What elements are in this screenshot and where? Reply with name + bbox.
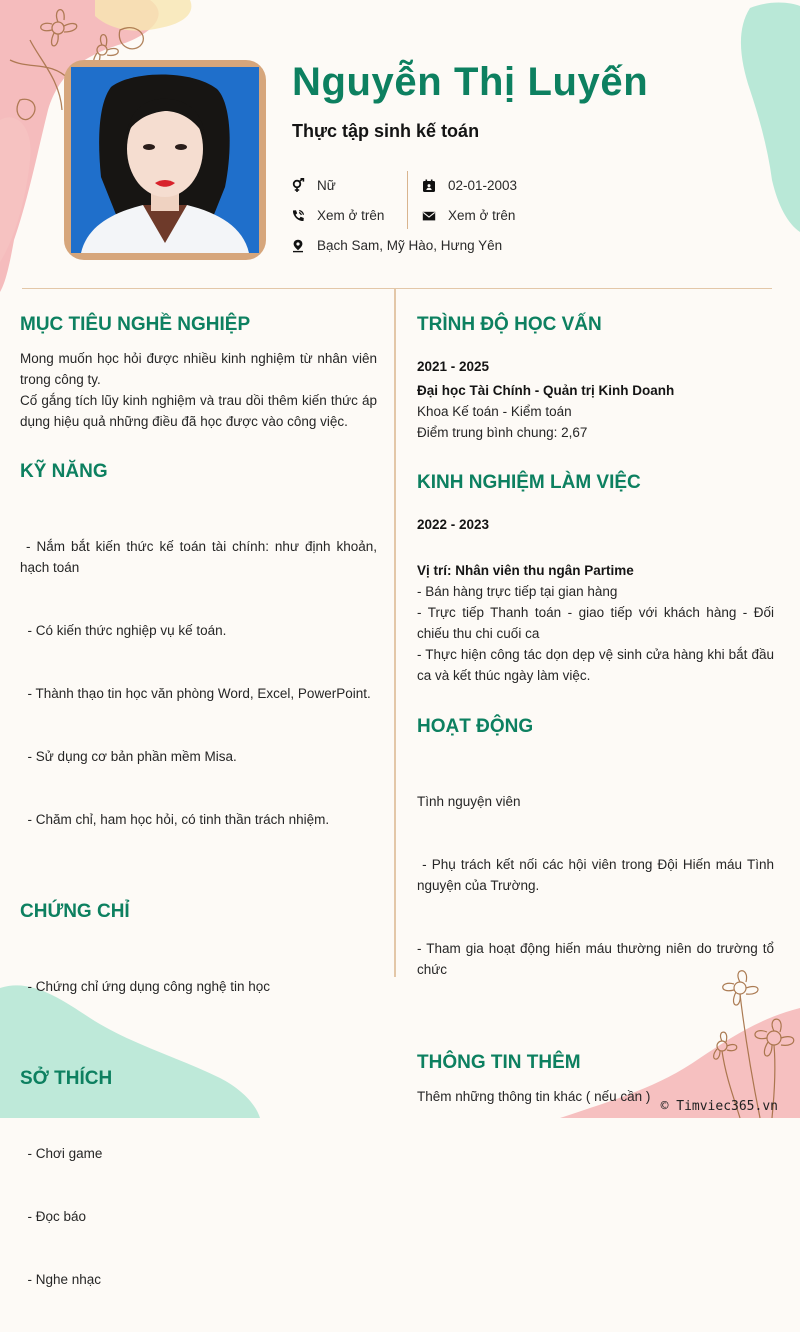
skills-title: KỸ NĂNG xyxy=(20,461,108,482)
skills-list xyxy=(20,494,381,872)
certificate-item: - Chứng chỉ ứng dụng công nghệ tin học xyxy=(20,979,271,994)
contact-divider xyxy=(407,171,408,229)
education-section xyxy=(417,312,774,443)
address-value: Bạch Sam, Mỹ Hào, Hưng Yên xyxy=(317,238,503,253)
birthday-info xyxy=(422,178,517,193)
activity-item: - Tham gia hoạt động hiến máu thường niên do trường tổ chức xyxy=(417,941,778,977)
experience-section xyxy=(417,470,774,686)
career-objective-section xyxy=(20,312,377,432)
activity-item: - Phụ trách kết nối các hội viên trong Đội Hiến máu Tình nguyện của Trường. xyxy=(417,857,778,893)
hobbies-section xyxy=(20,1066,377,1332)
job-title: Thực tập sinh kế toán xyxy=(292,121,480,141)
birthdate-value: 02-01-2003 xyxy=(448,178,518,193)
hobby-item: - Nghe nhạc xyxy=(20,1272,102,1287)
education-school: Đại học Tài Chính - Quản trị Kinh Doanh xyxy=(417,383,675,398)
certificates-title: CHỨNG CHỈ xyxy=(20,901,130,922)
experience-details xyxy=(417,514,774,686)
gender-icon xyxy=(291,179,305,193)
phone-icon xyxy=(291,209,305,223)
experience-duty: - Trực tiếp Thanh toán - giao tiếp với khách hàng - Đối chiếu thu chi cuối ca xyxy=(417,605,774,641)
education-period: 2021 - 2025 xyxy=(417,359,490,374)
gender-value: Nữ xyxy=(317,178,336,193)
candidate-name: Nguyễn Thị Luyến xyxy=(292,60,649,104)
column-divider xyxy=(394,289,396,977)
objective-line-2: Cố gắng tích lũy kinh nghiệm và trau dồi thêm kiến thức áp dụng hiệu quả những điều đã học được vào công việc. xyxy=(20,393,377,429)
additional-info-title: THÔNG TIN THÊM xyxy=(417,1052,581,1073)
education-title: TRÌNH ĐỘ HỌC VẤN xyxy=(417,314,602,335)
career-objective-text xyxy=(20,348,377,432)
experience-duty: - Bán hàng trực tiếp tại gian hàng xyxy=(417,584,618,599)
map-pin-icon xyxy=(291,239,305,253)
activities-section xyxy=(417,714,778,1022)
objective-line-1: Mong muốn học hỏi được nhiều kinh nghiệm từ nhân viên trong công ty. xyxy=(20,351,377,387)
profile-photo-frame xyxy=(64,60,266,260)
certificates-list xyxy=(20,934,377,1039)
hobbies-list xyxy=(20,1101,377,1332)
phone-info xyxy=(291,208,384,223)
experience-period: 2022 - 2023 xyxy=(417,517,490,532)
career-objective-title: MỤC TIÊU NGHỀ NGHIỆP xyxy=(20,314,251,335)
calendar-id-icon xyxy=(422,179,436,193)
skill-item: - Nắm bắt kiến thức kế toán tài chính: như định khoản, hạch toán xyxy=(20,539,381,575)
envelope-icon xyxy=(422,209,436,223)
watermark-brand: © Timviec365.vn xyxy=(660,1099,778,1114)
header-divider xyxy=(22,288,772,289)
activity-role: Tình nguyện viên xyxy=(417,794,521,809)
experience-title: KINH NGHIỆM LÀM VIỆC xyxy=(417,472,641,493)
watercolor-top-right-decoration xyxy=(710,0,800,240)
experience-position: Vị trí: Nhân viên thu ngân Partime xyxy=(417,563,634,578)
education-faculty: Khoa Kế toán - Kiểm toán xyxy=(417,404,572,419)
education-details xyxy=(417,356,774,443)
education-gpa: Điểm trung bình chung: 2,67 xyxy=(417,425,588,440)
email-value: Xem ở trên xyxy=(448,208,516,223)
profile-photo xyxy=(71,67,259,253)
skills-section xyxy=(20,459,381,872)
additional-info-text: Thêm những thông tin khác ( nếu cần ) xyxy=(417,1089,651,1104)
right-column xyxy=(417,312,778,1107)
skill-item: - Chăm chỉ, ham học hỏi, có tinh thần trách nhiệm. xyxy=(20,812,330,827)
skill-item: - Sử dụng cơ bản phần mềm Misa. xyxy=(20,749,237,764)
activities-details xyxy=(417,749,778,1022)
hobby-item: - Đọc báo xyxy=(20,1209,87,1224)
left-column xyxy=(20,312,381,1332)
phone-value: Xem ở trên xyxy=(317,208,385,223)
certificates-section xyxy=(20,899,377,1039)
activities-title: HOẠT ĐỘNG xyxy=(417,716,534,737)
skill-item: - Có kiến thức nghiệp vụ kế toán. xyxy=(20,623,227,638)
skill-item: - Thành thạo tin học văn phòng Word, Excel, PowerPoint. xyxy=(20,686,371,701)
email-info xyxy=(422,208,515,223)
experience-duty: - Thực hiện công tác dọn dẹp vệ sinh cửa hàng khi bắt đầu ca và kết thúc ngày làm việc. xyxy=(417,647,774,683)
address-info xyxy=(291,238,502,253)
hobby-item: - Chơi game xyxy=(20,1146,103,1161)
hobbies-title: SỞ THÍCH xyxy=(20,1068,113,1089)
gender-info xyxy=(291,178,336,193)
